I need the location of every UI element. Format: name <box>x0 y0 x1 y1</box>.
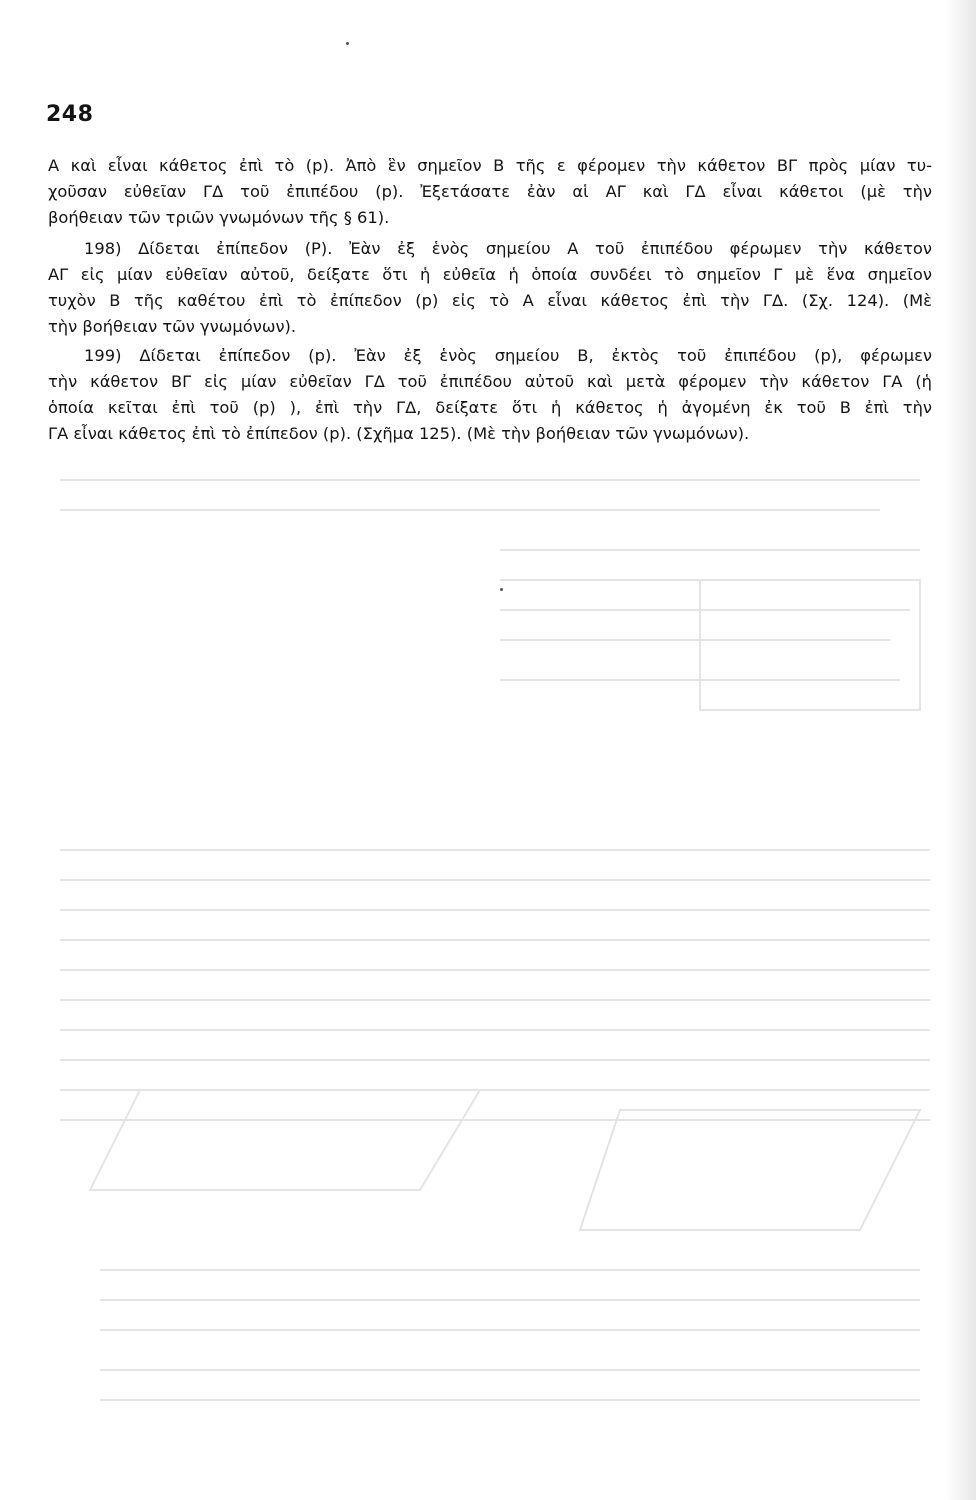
text-line: ΑΓ εἰς μίαν εὐθεῖαν αὐτοῦ, δείξατε ὅτι ἡ εὐθεῖα ἡ ὁποία συνδέει τὸ σημεῖον Γ μὲ ἕνα σημεῖον <box>48 265 932 284</box>
paragraph-continuation <box>48 153 932 231</box>
show-through-bleed <box>60 470 940 1480</box>
page-edge-shadow <box>946 0 976 1500</box>
text-line: ὁποία κεῖται ἐπὶ τοῦ (p) ), ἐπὶ τὴν ΓΔ, δείξατε ὅτι ἡ κάθετος ἡ ἀγομένη ἐκ τοῦ Β ἐπὶ τὴν <box>48 398 932 417</box>
text-line: 198) Δίδεται ἐπίπεδον (Ρ). Ἐὰν ἐξ ἑνὸς σημείου Α τοῦ ἐπιπέδου φέρωμεν τὴν κάθετον <box>84 239 932 258</box>
text-line: Α καὶ εἶναι κάθετος ἐπὶ τὸ (p). Ἀπὸ ἓν σημεῖον Β τῆς ε φέρομεν τὴν κάθετον ΒΓ πρὸς μίαν τυ- <box>48 156 932 175</box>
exercise-198 <box>48 236 932 340</box>
scan-speck <box>500 588 503 591</box>
text-line: τυχὸν Β τῆς καθέτου ἐπὶ τὸ ἐπίπεδον (p) εἰς τὸ Α εἶναι κάθετος ἐπὶ τὴν ΓΔ. (Σχ. 124). (Μὲ <box>48 291 932 310</box>
text-line: τὴν βοήθειαν τῶν γνωμόνων). <box>48 317 297 336</box>
exercise-199 <box>48 343 932 447</box>
text-line: ΓΑ εἶναι κάθετος ἐπὶ τὸ ἐπίπεδον (p). (Σχῆμα 125). (Μὲ τὴν βοήθειαν τῶν γνωμόνων). <box>48 424 750 443</box>
text-line: 199) Δίδεται ἐπίπεδον (p). Ἐὰν ἐξ ἑνὸς σημείου Β, ἐκτὸς τοῦ ἐπιπέδου (p), φέρωμεν <box>84 346 932 365</box>
text-line: βοήθειαν τῶν τριῶν γνωμόνων τῆς § 61). <box>48 208 390 227</box>
text-line: χοῦσαν εὐθεῖαν ΓΔ τοῦ ἐπιπέδου (p). Ἐξετάσατε ἐὰν αἱ ΑΓ καὶ ΓΔ εἶναι κάθετοι (μὲ τὴν <box>48 182 932 201</box>
text-line: τὴν κάθετον ΒΓ εἰς μίαν εὐθεῖαν ΓΔ τοῦ ἐπιπέδου αὐτοῦ καὶ μετὰ φέρομεν τὴν κάθετον ΓΑ (ἡ <box>48 372 932 391</box>
scan-speck <box>346 42 349 45</box>
page-number: 248 <box>46 102 94 127</box>
